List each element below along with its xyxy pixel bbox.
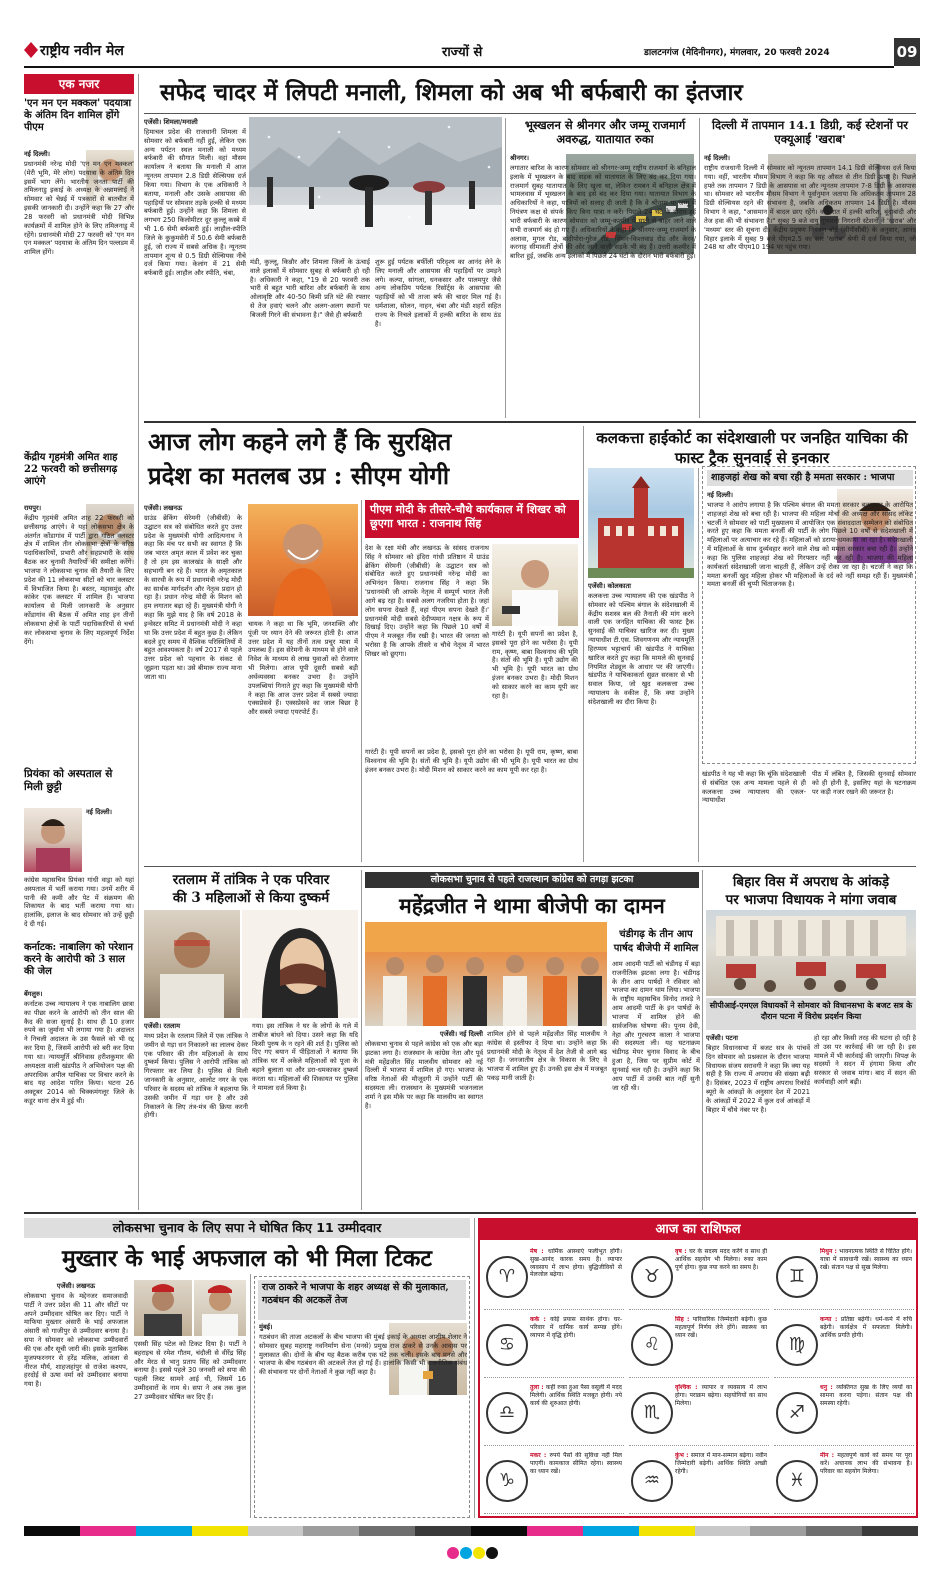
nazar-1-head: 'एन मन एन मक्कल' पदयात्रा के अंतिम दिन शामिल होंगे पीएम [24, 98, 132, 133]
rashi-prediction: पारिवारिक जिम्मेदारी बढ़ेगी। कुछ महत्वपूर्ण निर्णय लेने होंगे। स्वास्थ्य का ध्यान रखें। [675, 1316, 767, 1339]
rashi-prediction: धार्मिक आस्थाएं फलीभूत होंगी। सुख-आनंद कारक समय है। व्यापार व्यवसाय में लाभ होगा। बुद्धिजीवियों से मेलजोल बढ़ेगा। [530, 1248, 622, 1279]
top-story-col2: मंडी, कुल्लू, किन्नौर और शिमला जिलों के ऊंचाई वाले इलाकों में सोमवार सुबह से बर्फबारी हो रही है। अधिकारी ने कहा, "19 से 20 फरवरी तक भारी से बहुत भारी बारिश और बर्फबारी के साथ ओलावृष्टि और 40-50 किमी प्रति घंटे की रफ्तार से तेज हवाएं चलने और अलग-अलग स्थानों पर बिजली गिरने की संभावना है।" जैसे ही बर्फबारी [250, 258, 370, 319]
rashi-cell [484, 1246, 624, 1310]
nazar-3-byline: नई दिल्ली। [86, 808, 113, 816]
mahendrajeet-kicker: लोकसभा चुनाव से पहले राजस्थान कांग्रेस को तगड़ा झटका [365, 872, 699, 888]
rashi-name: कन्या [820, 1316, 832, 1323]
bjp-joining-photo [365, 922, 607, 1026]
page-number: 09 [894, 38, 920, 66]
top-story-col1: हिमाचल प्रदेश की राजधानी शिमला में सोमवार को बर्फबारी नहीं हुई, लेकिन एक अन्य पर्यटन स्थल मनाली को मध्यम बर्फबारी की सौगात मिली। वहां मौसम कार्यालय ने बताया कि मनाली में आज न्यूनतम तापमान 2.8 डिग्री सेल्सियस दर्ज किया गया। विभाग के एक अधिकारी ने बताया, मनाली और उसके आसपास की पहाड़ियों पर सोमवार तड़के हल्की से मध्यम बर्फबारी हुई। उन्होंने कहा कि शिमला से लगभग 250 किलोमीटर दूर कुल्लू कस्बे में भी 1.6 सेमी बर्फबारी हुई। लाहौल-स्पीति जिले के कुकुमसेरी में 50.6 सेमी बर्फबारी हुई, जो राज्य में सबसे अधिक है। न्यूनतम तापमान शून्य से 0.5 डिग्री सेल्सियस नीचे दर्ज किया गया। केलांग में 21 सेमी बर्फबारी हुई। लाहौल और स्पीति, चंबा, [144, 128, 246, 278]
rashi-name: मीन [820, 1452, 829, 1459]
mahendrajeet-byline: एजेंसी। नई दिल्ली [439, 1030, 483, 1038]
srinagar-byline: श्रीनगर। [510, 154, 529, 162]
rashi-text: कर्क : कोई प्रयास सार्थक होगा। घर-परिवार में धार्मिक कार्य सम्पन्न होंगे। व्यापार में वृद्धि होगी। [530, 1316, 622, 1339]
yogi-byline: एजेंसी। लखनऊ [144, 504, 183, 512]
rashi-cell [629, 1246, 769, 1310]
rashi-prediction: भावनात्मक स्थिति से चिंतित होंगे। यात्रा में सावधानी रखें। स्वास्थ्य का ध्यान रखें। संतान पक्ष से सुख मिलेगा। [820, 1248, 912, 1271]
zodiac-icon: ♒ [631, 1460, 673, 1502]
bihar-caption: सीपीआई-एमएल विधायकों ने सोमवार को विधानसभा के बजट सत्र के दौरान पटना में विरोध प्रदर्शन किया [706, 998, 916, 1030]
afzal-portrait [134, 1280, 192, 1336]
nazar-4-body: कर्नाटक उच्च न्यायालय ने एक नाबालिग छात्रा का पीछा करने के आरोपी को तीन साल की कैद की सजा सुनाई है। साथ ही 10 हजार रुपये का जुर्माना भी लगाया गया है। अदालत ने निचली अदालत के उस फैसले को भी रद्द कर दिया है, जिसमें आरोपी को बरी कर दिया गया था। न्यायमूर्ति श्रीनिवास हरीशकुमार की अध्यक्षता वाली खंडपीठ ने अभियोजन पक्ष की अपराधिक अपील याचिका पर विचार करने के बाद यह आदेश पारित किया। घटना 26 अक्टूबर 2014 को चिक्कमंगलूर जिले के कडूर थाना क्षेत्र में हुई थी। [24, 1000, 134, 1106]
rashi-prediction: समाज में मान-सम्मान बढ़ेगा। नवीन जिम्मेदारी बढ़ेगी। आर्थिक स्थिति अच्छी रहेगी। [675, 1452, 767, 1475]
left-col-divider [138, 74, 139, 1210]
rashi-prediction: कोई प्रयास सार्थक होगा। घर-परिवार में धार्मिक कार्य सम्पन्न होंगे। व्यापार में वृद्धि होगी। [530, 1316, 622, 1339]
rajnath-body-bottom: गारंटी है। यूपी सपनों का प्रदेश है, इसको पूरा होने का भरोसा है। यूपी राम, कृष्ण, बाबा विश्वनाथ की भूमि है। संतों की भूमि है। यूपी उद्योग की भी भूमि है। यूपी भारत का ग्रोथ इंजन बनकर उभरा है। मोदी मिशन को साकार करने का काम यूपी कर रहा है। [365, 748, 578, 774]
nazar-4-byline: बेंगलुरु। [24, 990, 43, 998]
ek-nazar-title: एक नजर [24, 74, 134, 94]
nazar-2-head: केंद्रीय गृहमंत्री अमित शाह 22 फरवरी को छत्तीसगढ़ आएंगे [24, 452, 118, 487]
priyanka-portrait [24, 808, 82, 872]
rashi-text: मिथुन : भावनात्मक स्थिति से चिंतित होंगे। यात्रा में सावधानी रखें। स्वास्थ्य का ध्यान रखें। संतान पक्ष से सुख मिलेगा। [820, 1248, 912, 1271]
rajnath-body-right: गारंटी है। यूपी सपनों का प्रदेश है, इसको पूरा होने का भरोसा है। यूपी राम, कृष्ण, बाबा विश्वनाथ की भूमि है। संतों की भूमि है। यूपी उद्योग की भी भूमि है। यूपी भारत का ग्रोथ इंजन बनकर उभरा है। मोदी मिशन को साकार करने का काम यूपी कर रहा है। [492, 630, 578, 700]
delhi-headline: दिल्ली में तापमान 14.1 डिग्री, कई स्टेशनों पर एक्यूआई 'खराब' [711, 118, 909, 147]
zodiac-icon: ♐ [776, 1392, 818, 1434]
mahendrajeet-col1: लोकसभा चुनाव से पहले कांग्रेस को एक और बड़ा झटका लगा है। राजस्थान के कांग्रेस नेता और पूर्व मंत्री महेंद्रजीत सिंह मालवीय सोमवार को नई दिल्ली में भाजपा में शामिल हो गए। भाजपा के वरिष्ठ नेताओं की मौजूदगी में उन्होंने पार्टी की सदस्यता ली। राजस्थान के मुख्यमंत्री भजनलाल शर्मा ने इस मौके पर कहा कि मालवीय का स्वागत है। [365, 1040, 483, 1110]
srinagar-headline: भूस्खलन से श्रीनगर और जम्मू राजमार्ग अवरुद्ध, यातायात रुका [524, 118, 686, 147]
rashi-name: धनु [820, 1384, 828, 1391]
zodiac-icon: ♉ [631, 1256, 673, 1298]
nazar-1-body: प्रधानमंत्री नरेन्द्र मोदी 'एन मन एन मक्कल' (मेरी भूमि, मेरे लोग) पदयात्रा के अंतिम दिन इसमें भाग लेंगे। भारतीय जनता पार्टी की तमिलनाडु इकाई के अध्यक्ष के अन्नामलाई ने सोमवार को चेन्नई में पत्रकारों से बातचीत में इसकी जानकारी दी। उन्होंने कहा कि 27 और 28 फरवरी को प्रधानमंत्री मोदी विभिन्न कार्यक्रमों में शामिल होने के लिए तमिलनाडु में रहेंगे। प्रधानमंत्री मोदी 27 फरवरी को 'एन मन एन मक्कल' पदयात्रा के अंतिम दिन पल्लडम में शामिल होंगे। [24, 160, 134, 257]
afzal-col2: एससी सिंह पटेल को टिकट दिया है। पार्टी ने बहराइच से रमेश गौतम, चंदौली से वीरेंद्र सिंह और मेरठ से भानु प्रताप सिंह को उम्मीदवार बनाया है। इससे पहले 30 जनवरी को सपा की पहली लिस्ट सामने आई थी, जिसमें 16 उम्मीदवारों के नाम थे। सपा ने अब तक कुल 27 उम्मीदवार घोषित कर दिए हैं। [134, 1340, 246, 1401]
brand-logo-icon [24, 42, 38, 58]
high-court-photo [588, 468, 694, 578]
rashifal-title: आज का राशिफल [480, 1220, 916, 1240]
zodiac-icon: ♑ [486, 1460, 528, 1502]
afzal-kicker: लोकसभा चुनाव के लिए सपा ने घोषित किए 11 उम्मीदवार [24, 1218, 470, 1238]
victim-illustration [242, 910, 358, 1018]
mid-divider-right [583, 426, 584, 862]
yogi-divider [361, 500, 362, 862]
ratlam-col2: गया। इस तांत्रिक ने घर के लोगों के गले में ताबीज बांधने को दिया। उसने कहा कि यदि किसी पुरुष के न रहने की शर्त है। पुलिस को दिए गए बयान में पीड़िताओं ने बताया कि तांत्रिक घर में अकेले महिलाओं को पूजा के बहाने बुलाता था और डरा-धमकाकर दुष्कर्म करता था। महिलाओं की शिकायत पर पुलिस ने मामला दर्ज किया है। [252, 1022, 358, 1092]
dateline: डालटनगंज (मेदिनीनगर), मंगलवार, 20 फरवरी 2024 [644, 48, 830, 58]
yogi-col1: ग्राउंड ब्रेकिंग सेरेमनी (जीबीसी) के उद्घाटन सत्र को संबोधित करते हुए उत्तर प्रदेश के मुख्यमंत्री योगी आदित्यनाथ ने कहा कि मंच पर सभी का स्वागत है कि जब भारत अमृत काल में प्रवेश कर चुका है तो हम इस कालखंड के साक्षी और सहभागी बन रहे हैं। भारत के अमृतकाल के सारथी के रूप में प्रधानमंत्री नरेन्द्र मोदी का सार्थक मार्गदर्शन और नेतृत्व प्रदान हो रहा है। प्रधान नरेन्द्र मोदी के मिशन को हम लगातार बढ़ा रहे हैं। मुख्यमंत्री योगी ने कहा कि मुझे याद है कि वर्ष 2018 के इन्वेस्टर समिट में प्रधानमंत्री मोदी ने कहा था कि उत्तर प्रदेश में बहुत कुछ है। लेकिन बदले हुए समय में वैश्विक परिस्थितियों में बहुत आवश्यकता है। वर्ष 2017 से पहले उत्तर प्रदेश को पहचान के संकट से जूझना पड़ता था। उसे बीमारू राज्य माना जाता था। [144, 514, 242, 681]
sandeshkhali-col2: खंडपीठ ने यह भी कहा कि चूंकि संदेशखाली से संबंधित एक अन्य मामला पहले से ही कलकत्ता उच्च न्यायालय की एकल-न्यायाधीश [702, 770, 806, 805]
yogi-headline-line2: प्रदेश का मतलब उप्र : सीएम योगी [148, 461, 450, 490]
rashi-text: मीन : महत्वपूर्ण कार्य को समय पर पूरा करें। अचानक लाभ की संभावना है। परिवार का सहयोग मिलेगा। [820, 1452, 912, 1475]
yogi-headline-line1: आज लोग कहने लगे हैं कि सुरक्षित [148, 427, 452, 456]
rashi-cell [774, 1314, 914, 1378]
sandeshkhali-col1: कलकत्ता उच्च न्यायालय की एक खंडपीठ ने सोमवार को पश्चिम बंगाल के संदेशखाली में केंद्रीय सशस्त्र बल की तैनाती की मांग करने वाली एक जनहित याचिका की फास्ट ट्रैक सुनवाई की याचिका खारिज कर दी। मुख्य न्यायाधीश टी.एस. शिवगणनम और न्यायमूर्ति हिरण्मय भट्टाचार्य की खंडपीठ ने याचिका खारिज करते हुए कहा कि मामले की सुनवाई नियमित शेड्यूल के आधार पर की जाएगी। खंडपीठ ने याचिकाकर्ता सुव्रत सरकार से भी सवाल किया, जो खुद कलकत्ता उच्च न्यायालय के वकील हैं, कि क्या उन्होंने संदेशखाली का दौरा किया है। [588, 592, 694, 706]
top-headline: सफेद चादर में लिपटी मनाली, शिमला को अब भी बर्फबारी का इंतजार [160, 79, 743, 106]
masthead-rule [24, 66, 894, 68]
rashi-prediction: व्यापार व व्यवसाय में लाभ होगा। पराक्रम बढ़ेगा। सहयोगियों का साथ मिलेगा। [675, 1384, 767, 1407]
brand-name: राष्ट्रीय नवीन मेल [40, 43, 124, 59]
zodiac-icon: ♋ [486, 1324, 528, 1366]
nazar-3-head: प्रियंका को अस्पताल से मिली छुट्टी [24, 768, 113, 793]
masthead [24, 38, 920, 68]
registration-mark-icon [446, 1546, 498, 1560]
chandigarh-divider [702, 870, 703, 1210]
rashi-text: मेष : धार्मिक आस्थाएं फलीभूत होंगी। सुख-आनंद कारक समय है। व्यापार व्यवसाय में लाभ होगा। बुद्धिजीवियों से मेलजोल बढ़ेगा। [530, 1248, 622, 1279]
shahjahan-byline: नई दिल्ली। [707, 491, 734, 499]
raj-thackeray-box [254, 1276, 470, 1518]
rashi-cell [774, 1382, 914, 1446]
ratlam-headline-line2: की 3 महिलाओं से किया दुष्कर्म [172, 890, 330, 906]
snow-photo-manali [249, 117, 502, 255]
rashi-cell [629, 1382, 769, 1446]
footer-color-bar [24, 1526, 918, 1536]
raj-thackeray-headline: राज ठाकरे ने भाजपा के शहर अध्यक्ष से की मुलाकात, गठबंधन की अटकलें तेज [258, 1280, 466, 1320]
ratlam-col1: मध्य प्रदेश के रतलाम जिले में एक तांत्रिक ने जमीन से गड़ा धन निकालने का लालच देकर एक परिवार की तीन महिलाओं के साथ दुष्कर्म किया। पुलिस ने आरोपी तांत्रिक को गिरफ्तार कर लिया है। पुलिस से मिली जानकारी के अनुसार, आलोट नगर के एक परिवार के सदस्य को तांत्रिक ने बहलाया कि उसकी जमीन में गड़ा धन है और उसे निकालने के लिए तंत्र-मंत्र की क्रिया करनी होगी। [144, 1032, 248, 1120]
shahjahan-body: भाजपा ने आरोप लगाया है कि पश्चिम बंगाल की ममता सरकार बलात्कार के आरोपित शाहजहां शेख को बचा रही है। भाजपा की महिला मोर्चा की अध्यक्ष और सांसद लॉकेट चटर्जी ने सोमवार को पार्टी मुख्यालय में आयोजित एक संवाददाता सम्मेलन को संबोधित करते हुए कहा कि ममता बनर्जी की पार्टी के लोग पिछले 10 वर्षों से संदेशखाली में महिलाओं पर अत्याचार कर रहे हैं। महिलाओं को डराया-धमकाया जा रहा है। संदेशखाली में महिलाओं के साथ दुर्व्यवहार करने वाले शेख को ममता सरकार बचा रही है। उन्होंने कहा कि पुलिस शाहजहां शेख को गिरफ्तार नहीं कर रही है। भाजपा की महिला कार्यकर्ता संदेशखाली जाना चाहती हैं, लेकिन उन्हें रोका जा रहा है। चटर्जी ने कहा कि ममता बनर्जी खुद महिला होकर भी महिलाओं के दर्द को नहीं समझ रही हैं। मुख्यमंत्री ममता बनर्जी की चुप्पी चिंताजनक है। [707, 501, 913, 589]
afzal-byline: एजेंसी। लखनऊ [56, 1282, 96, 1290]
bihar-byline: एजेंसी। पटना [706, 1034, 738, 1042]
top-divider-1 [505, 118, 506, 418]
rashi-name: तुला [530, 1384, 540, 1391]
rashi-name: सिंह [675, 1316, 684, 1323]
rashi-text: कुंभ : समाज में मान-सम्मान बढ़ेगा। नवीन जिम्मेदारी बढ़ेगी। आर्थिक स्थिति अच्छी रहेगी। [675, 1452, 767, 1475]
chandigarh-headline: चंडीगढ़ के तीन आप पार्षद बीजेपी में शामिल [613, 929, 699, 954]
top-story-col3: शुरू हुई पर्यटक बर्फीली परिदृश्य का आनंद लेने के लिए मनाली और आसपास की पहाड़ियों पर उमड़ने लगे। कल्पा, सांगला, धनकसार और पालमपुर जैसे अन्य लोकप्रिय पर्यटक रिसॉर्ट्स के आसपास की पहाड़ियों को भी ताजा बर्फ की चादर मिल गई है। धर्मशाला, सोलन, नाहन, चंबा और मंडी शहरों सहित राज्य के निचले इलाकों में हल्की बारिश के साथ ठंड है। [375, 258, 501, 328]
section-label: राज्यों से [442, 45, 483, 60]
top-headline-rule [144, 113, 916, 114]
bihar-col2: हो रहा और किसी तरह की घटना हो रही है तो उस पर कार्रवाई की जा रही है। इस मामले में भी कार्रवाई की जाएगी। विपक्ष के सदस्यों ने सदन में हंगामा किया और सरकार से जवाब मांगा। बाद में सदन की कार्यवाही आगे बढ़ी। [814, 1034, 916, 1087]
yogi-col2: चायक ने कहा था कि भूमि, जनशक्ति और पूंजी पर ध्यान देने की जरूरत होती है। आज उत्तर प्रदेश में यह तीनों तत्व प्रचुर मात्रा में उपलब्ध हैं। इस सेरेमनी के माध्यम से होने वाले निवेश के माध्यम से लाख युवाओं को रोजगार भी मिलेगा। आज यूपी दूसरी सबसे बड़ी अर्थव्यवस्था बनकर उभरा है। उन्होंने उपलब्धियां गिनाते हुए कहा कि मुख्यमंत्री योगी ने कहा कि आज उत्तर प्रदेश में सबसे ज्यादा एक्सप्रेसवे हैं। एक्सप्रेसवे का जाल बिछा है और सबसे ज्यादा एयरपोर्ट हैं। [248, 620, 358, 717]
rashi-name: कर्क [530, 1316, 540, 1323]
rashi-text: वृश्चिक : व्यापार व व्यवसाय में लाभ होगा। पराक्रम बढ़ेगा। सहयोगियों का साथ मिलेगा। [675, 1384, 767, 1407]
zodiac-icon: ♎ [486, 1392, 528, 1434]
zodiac-icon: ♌ [631, 1324, 673, 1366]
sandeshkhali-headline: कलकत्ता हाईकोर्ट का संदेशखाली पर जनहित याचिका की फास्ट ट्रैक सुनवाई से इनकार [596, 429, 908, 468]
chandigarh-body: आम आदमी पार्टी को चंडीगढ़ में बड़ा राजनीतिक झटका लगा है। चंडीगढ़ के तीन आप पार्षदों ने रविवार को भाजपा का दामन थाम लिया। भाजपा के राष्ट्रीय महासचिव विनोद तावड़े ने आम आदमी पार्टी के इन पार्षदों के भाजपा में शामिल होने की सार्वजनिक घोषणा की। पूनम देवी, नेहा और गुरचरण काला ने भाजपा की सदस्यता ली। यह घटनाक्रम चंडीगढ़ मेयर चुनाव विवाद के बीच हुआ है, जिस पर सुप्रीम कोर्ट में सुनवाई चल रही है। उन्होंने कहा कि आप पार्टी में उनकी बात नहीं सुनी जा रही थी। [612, 960, 700, 1092]
rashi-cell [629, 1314, 769, 1378]
rashi-prediction: घर के सदस्य मदद करेंगे व साथ ही आर्थिक सहयोग भी मिलेगा। रुका काम पूर्ण होगा। कुछ नया करने का समय है। [675, 1248, 767, 1271]
rashi-name: मिथुन [820, 1248, 833, 1255]
rashi-prediction: महत्वपूर्ण कार्य को समय पर पूरा करें। अचानक लाभ की संभावना है। परिवार का सहयोग मिलेगा। [820, 1452, 912, 1475]
shahjahan-headline: शाहजहां शेख को बचा रही है ममता सरकार : भाजपा [707, 470, 913, 486]
rashifal-divider [474, 1218, 475, 1518]
rajnath-headline: पीएम मोदी के तीसरे-चौथे कार्यकाल में शिखर को छूएगा भारत : राजनाथ सिंह [365, 500, 579, 538]
rule-mid [144, 866, 916, 867]
delhi-body: राष्ट्रीय राजधानी दिल्ली में सोमवार को न्यूनतम तापमान 14.1 डिग्री सेल्सियस दर्ज किया गया। वहीं, भारतीय मौसम विभाग ने कहा कि यह औसत से तीन डिग्री ऊपर है। पिछले हफ्ते तक तापमान 7 डिग्री के आसपास था और न्यूनतम तापमान 7-8 डिग्री के आसपास था। सोमवार को भारतीय मौसम विभाग ने पूर्वानुमान जताया कि अधिकतम तापमान 28 डिग्री सेल्सियस रहने की संभावना है, जबकि अधिकतम तापमान 14 डिग्री है। मौसम विभाग ने कहा, "आसमान में बादल छाए रहेंगे। वहीं रात में हल्की बारिश, बूंदाबांदी और तेज हवा की भी संभावना है।" सुबह 9 बजे वायु गुणवत्ता निगरानी स्टेशनों ने 'खराब' और 'मध्यम' स्तर की सूचना दी। केंद्रीय प्रदूषण नियंत्रण बोर्ड (सीपीसीबी) के अनुसार, आनंद विहार इलाके में सुबह 9 बजे पीएम2.5 का स्तर 'खराब' श्रेणी में दर्ज किया गया, जो 248 था और पीएम10 194 पर पहुंच गया। [704, 164, 916, 252]
mahendrajeet-col2: शामिल होने से पहले महेंद्रजीत सिंह मालवीय ने कांग्रेस से इस्तीफा दे दिया था। उन्होंने कहा कि प्रधानमंत्री मोदी के नेतृत्व में देश तेजी से आगे बढ़ रहा है। जनजातीय क्षेत्र के विकास के लिए वे भाजपा में शामिल हुए हैं। उनकी इस क्षेत्र में मजबूत पकड़ मानी जाती है। [487, 1030, 607, 1083]
zodiac-icon: ♍ [776, 1324, 818, 1366]
rule-after-top [144, 421, 916, 423]
bihar-headline-line2: पर भाजपा विधायक ने मांगा जवाब [725, 892, 897, 908]
top-story-byline: एजेंसी। शिमला/मनाली [144, 118, 198, 126]
rashi-text: वृष : घर के सदस्य मदद करेंगे व साथ ही आर्थिक सहयोग भी मिलेगा। रुका काम पूर्ण होगा। कुछ नया करने का समय है। [675, 1248, 767, 1271]
akhilesh-portrait [194, 1280, 246, 1336]
ratlam-byline: एजेंसी। रतलाम [144, 1022, 181, 1030]
afzal-col1: लोकसभा चुनाव के मद्देनजर समाजवादी पार्टी ने उत्तर प्रदेश की 11 और सीटों पर अपने उम्मीदवार घोषित कर दिए। पार्टी ने माफिया मुख्तार अंसारी के भाई अफजाल अंसारी को गाजीपुर से उम्मीदवार बनाया है। सपा ने सोमवार को लोकसभा उम्मीदवारों की एक और सूची जारी की। इसके मुताबिक मुजफ्फरनगर से हरेंद्र मलिक, आंवला से नीरज मौर्य, शाहजहांपुर से राजेश कश्यप, हरदोई से ऊषा वर्मा को उम्मीदवार बनाया गया है। [24, 1292, 128, 1389]
rashi-text: तुला : कहीं रुका हुआ पैसा वसूली में मदद मिलेगी। आर्थिक स्थिति मजबूत होगी। नये कार्य की शुरुआत होगी। [530, 1384, 622, 1407]
rashi-cell [484, 1314, 624, 1378]
nazar-4-head: कर्नाटक: नाबालिग को परेशान करने के आरोपी को 3 साल की जेल [24, 942, 134, 977]
zodiac-icon: ♓ [776, 1460, 818, 1502]
rashi-cell [629, 1450, 769, 1514]
ek-nazar-column [24, 74, 134, 1212]
rajnath-body-top: देश के रक्षा मंत्री और लखनऊ के सांसद राजनाथ सिंह ने सोमवार को इंदिरा गांधी प्रतिष्ठान में ग्राउंड ब्रेकिंग सेरेमनी (जीबीसी) के उद्घाटन सत्र को संबोधित करते हुए प्रधानमंत्री नरेन्द्र मोदी का अभिनंदन किया। राजनाथ सिंह ने कहा कि 'प्रधानमंत्री जी आपके नेतृत्व में सम्पूर्ण भारत तेजी आगे बढ़ रहा है। सबसे अलग नजरिया होता है। जहां लोग सपना देखते हैं, वहां पीएम सपना देखते हैं।' प्रधानमंत्री मोदी सबसे देदीप्यमान नक्षत्र के रूप में दिखाई दिए। उन्होंने कहा कि पिछले 10 वर्षों में पीएम ने मजबूत नींव रखी है। भारत की जनता को भरोसा है कि आपके तीसरे व चौथे नेतृत्व में भारत शिखर को छूएगा। [365, 544, 489, 658]
rashi-prediction: व्यक्तिगत सुख के लिए व्ययों का सामना करना पड़ेगा। संतान पक्ष की समस्या रहेगी। [820, 1384, 912, 1407]
delhi-byline: नई दिल्ली। [704, 154, 731, 162]
rashifal-box [478, 1218, 918, 1518]
rashi-prediction: रुपये पैसों की सुविधा नहीं मिल पाएगी। कामकाज सीमित रहेगा। स्वास्थ्य का ध्यान रखें। [530, 1452, 622, 1475]
bihar-headline-line1: बिहार विस में अपराध के आंकड़े [732, 874, 890, 890]
yogi-photo [248, 504, 358, 616]
tantrik-photo [144, 910, 240, 1018]
afzal-headline: मुख्तार के भाई अफजाल को भी मिला टिकट [62, 1245, 432, 1272]
srinagar-body: लगातार बारिश के कारण सोमवार को श्रीनगर-जम्मू राष्ट्रीय राजमार्ग के बनिहाल इलाके में भूस्खलन के बाद सड़क को यातायात के लिए बंद कर दिया गया। राजमार्ग सुबह यातायात के लिए खुला था, लेकिन रामबन में बनिहाल क्षेत्र में भामलवास में भूस्खलन के बाद इसे बंद कर दिया गया। यातायात विभाग के अधिकारियों ने कहा, यात्रियों को सलाह दी जाती है कि वे श्रीनगर या जम्मू में नियंत्रण कक्ष से संपर्क किए बिना यात्रा न करें। पिछले 24 घंटे के दौरान हुई भारी बर्फबारी के कारण सोमवार को जम्मू-कश्मीर में घाटी से बाहर जाने वाले सभी राजमार्ग बंद हो गए हैं। अधिकारियों ने कहा कि श्रीनगर-जम्मू राजमार्ग के अलावा, मुगल रोड, बांदीपोरा-गुरेज रोड, सिंथन-किश्तवाड़ रोड और केरन/करनाह सीमावर्ती क्षेत्रों की ओर जाने वाली सड़कें भी बंद हैं। उत्तरी कश्मीर में बारिश हुई, जबकि अन्य इलाकों में पिछले 24 घंटों के दौरान भारी बर्फबारी हुई। [510, 164, 696, 261]
shahjahan-box [702, 466, 916, 764]
ratlam-headline-line1: रतलाम में तांत्रिक ने एक परिवार [172, 872, 330, 888]
rashi-cell [484, 1450, 624, 1514]
rashi-prediction: कहीं रुका हुआ पैसा वसूली में मदद मिलेगी। आर्थिक स्थिति मजबूत होगी। नये कार्य की शुरुआत होगी। [530, 1384, 622, 1407]
sandeshkhali-divider [698, 468, 699, 862]
zodiac-icon: ♈ [486, 1256, 528, 1298]
rashi-text: मकर : रुपये पैसों की सुविधा नहीं मिल पाएगी। कामकाज सीमित रहेगा। स्वास्थ्य का ध्यान रखें। [530, 1452, 622, 1475]
rashi-cell [484, 1382, 624, 1446]
raj-thackeray-byline: मुंबई। [259, 1323, 273, 1331]
rule-bottom-section [24, 1212, 916, 1214]
nazar-2-byline: रायपुर। [24, 504, 42, 512]
rashi-name: मेष [530, 1248, 538, 1255]
sandeshkhali-byline: एजेंसी। कोलकाता [588, 582, 631, 590]
rashi-text: धनु : व्यक्तिगत सुख के लिए व्ययों का सामना करना पड़ेगा। संतान पक्ष की समस्या रहेगी। [820, 1384, 912, 1407]
raj-thackeray-body: गठबंधन की ताजा अटकलों के बीच भाजपा की मुंबई इकाई के अध्यक्ष आशीष शेलार ने सोमवार सुबह महाराष्ट्र नवनिर्माण सेना (मनसे) प्रमुख राज ठाकरे से उनके आवास पर मुलाकात की। दोनों के बीच यह बैठक करीब एक घंटे तक चली। इसके बाद मनसे और भाजपा के बीच गठबंधन की अटकलें तेज हो गई हैं। हालांकि किसी भी राजनीतिक संबंध की संभावना पर दोनों नेताओं ने कुछ नहीं कहा है। [259, 1333, 467, 1377]
bihar-assembly-protest-photo [706, 910, 916, 996]
rajnath-photo [492, 544, 578, 626]
bihar-col1: बिहार विधानसभा में बजट सत्र के पांचवें दिन सोमवार को प्रश्नकाल के दौरान भाजपा विधायक संजय सरावगी ने कहा कि क्या यह सही है कि राज्य में अपराध की संख्या बढ़ी है। दिसंबर, 2023 में राष्ट्रीय अपराध रिकॉर्ड ब्यूरो के आंकड़ों के अनुसार देश में 2021 के आंकड़ों में 2022 में कुल दर्ज आंकड़ों में बिहार में चौथे नंबर पर है। [706, 1044, 810, 1114]
mahendrajeet-headline: महेंद्रजीत ने थामा बीजेपी का दामन [399, 893, 665, 918]
rashi-text: सिंह : पारिवारिक जिम्मेदारी बढ़ेगी। कुछ महत्वपूर्ण निर्णय लेने होंगे। स्वास्थ्य का ध्यान रखें। [675, 1316, 767, 1339]
nazar-3-body: कांग्रेस महासचिव प्रियंका गांधी वाड्रा को यहां अस्पताल में भर्ती कराया गया। उनमें शरीर में पानी की कमी और पेट में संक्रमण की शिकायत के बाद भर्ती कराया गया था। हालांकि, इलाज के बाद सोमवार को उन्हें छुट्टी दे दी गई। [24, 876, 134, 929]
ratlam-divider [361, 870, 362, 1210]
nazar-1-byline: नई दिल्ली। [24, 150, 51, 158]
rashi-name: वृष [675, 1248, 682, 1255]
rashi-name: मकर [530, 1452, 541, 1459]
afzal-divider [250, 1274, 251, 1518]
top-divider-2 [699, 118, 700, 418]
rashi-cell [774, 1450, 914, 1514]
zodiac-icon: ♏ [631, 1392, 673, 1434]
zodiac-icon: ♊ [776, 1256, 818, 1298]
rashi-prediction: प्रतिष्ठा बढ़ेगी। धर्म-कर्म में रुचि बढ़ेगी। कार्यक्षेत्र में सफलता मिलेगी। आर्थिक प्रगति होगी। [820, 1316, 912, 1339]
rashi-text: कन्या : प्रतिष्ठा बढ़ेगी। धर्म-कर्म में रुचि बढ़ेगी। कार्यक्षेत्र में सफलता मिलेगी। आर्थिक प्रगति होगी। [820, 1316, 912, 1339]
sandeshkhali-col3: पीठ में लंबित है, जिसकी सुनवाई सोमवार को ही होनी है, इसलिए यहां के घटनाक्रम पर कड़ी नजर रखने की जरूरत है। [812, 770, 916, 796]
nazar-2-body: केंद्रीय गृहमंत्री अमित शाह 22 फरवरी को छत्तीसगढ़ आएंगे। वे यहां लोकसभा क्षेत्र के अंतर्गत कोंडागांव में पार्टी द्वारा गठित क्लस्टर क्षेत्र में शामिल तीन लोकसभा क्षेत्रों के वरिष्ठ पदाधिकारियों, प्रभारी और सहप्रभारी के साथ बैठक कर चुनावी तैयारियों की समीक्षा करेंगे। भाजपा ने लोकसभा चुनाव की तैयारी के लिए प्रदेश की 11 लोकसभा सीटों को चार क्लस्टर में विभाजित किया है। बस्तर, महासमुंद और कांकेर एक क्लस्टर में शामिल हैं। भाजपा कार्यालय से मिली जानकारी के अनुसार कोंडागांव की बैठक में अमित शाह इन तीनों लोकसभा क्षेत्रों के पार्टी पदाधिकारियों से चर्चा कर लोकसभा चुनाव के लिए महत्वपूर्ण निर्देश देंगे। [24, 514, 134, 646]
rashi-cell [774, 1246, 914, 1310]
rashi-name: कुंभ [675, 1452, 684, 1459]
rashi-name: वृश्चिक [675, 1384, 691, 1391]
